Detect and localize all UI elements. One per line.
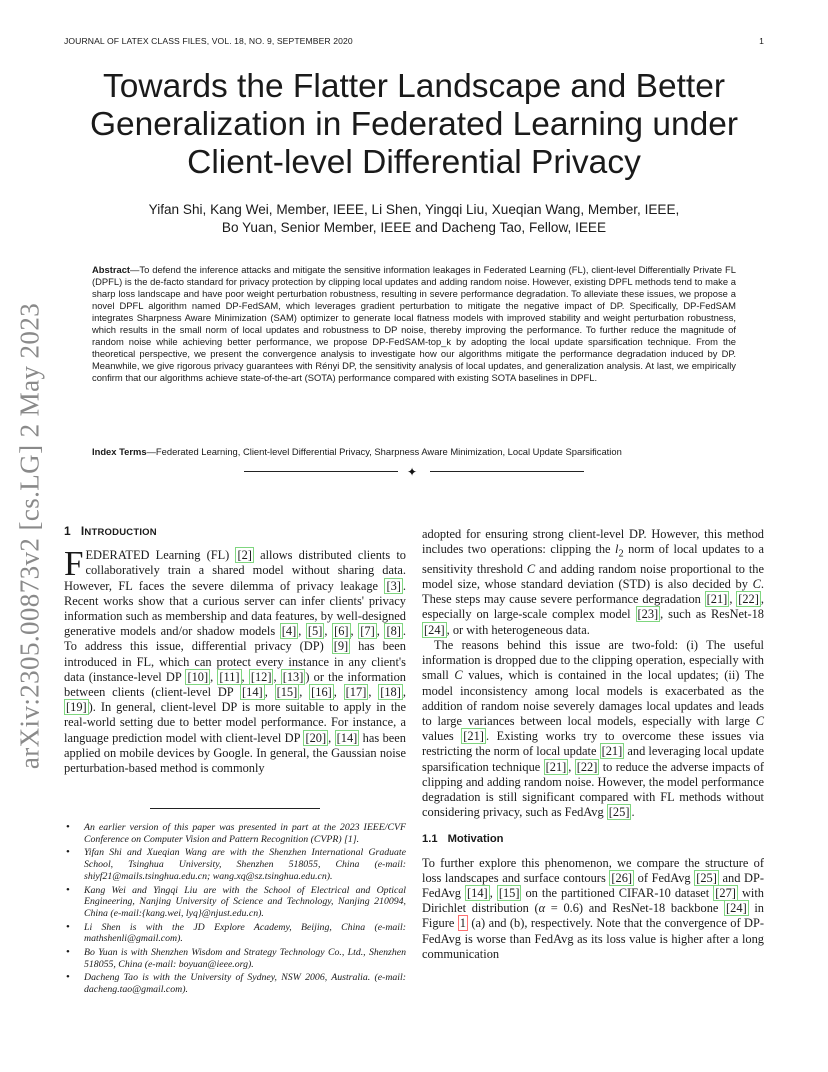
index-terms-label: Index Terms bbox=[92, 446, 147, 457]
intro-paragraph-3: The reasons behind this issue are two-fold: (i) The useful information is dropped due to the clipping operation, especially with small C values, which is contained in the local updates; (ii) The model inconsistency among local models is exacerbated as the addition of random noise severely damages local updates and leads to large variances between local models, especially with large C values [21] . Existing works try to overcome these issues via restricting the norm of local update [21] and leveraging local update sparsification technique [21] , [22] to reduce the adverse impacts of clipping and adding random noise. However, the model performance degradation is still significant compared with FL methods without considering privacy, such as FedAvg [25] . bbox=[422, 637, 764, 820]
citation-link[interactable]: [7] bbox=[360, 624, 375, 639]
citation-link[interactable]: [20] bbox=[305, 730, 327, 745]
citation-link[interactable]: [23] bbox=[637, 607, 659, 622]
author-line-1: Yifan Shi, Kang Wei, Member, IEEE, Li Shen, Yingqi Liu, Xueqian Wang, Member, IEEE, bbox=[148, 202, 680, 217]
section-title-initial: I bbox=[80, 524, 85, 538]
citation-link[interactable]: [11] bbox=[219, 669, 240, 684]
page-header bbox=[64, 36, 764, 46]
intro-paragraph-1-text: EDERATED Learning (FL) [2] allows distributed clients to collaboratively train a shared model without sharing data. However, FL faces the severe dilemma of privacy leakage [3] . Recent works show that a curious server can infer clients' privacy information such as membership and data features, by well-designed generative models and/or shadow models [4] , [5] , [6] , [7] , [8] . To address this issue, differential privacy (DP) [9] has been introduced in FL, which can protect every instance in any client's data (instance-level DP [10] , [11] , [12] , [13] ) or the information between clients (client-level DP [14] , [15] , [16] , [17] , [18] , [19] ). In general, client-level DP is more suitable to apply in the real-world setting due to better model performance. For instance, a language prediction model with client-level DP [20] , [14] has been applied on mobile devices by Google. In general, the Gaussian noise perturbation-based method is commonly bbox=[64, 548, 406, 776]
section-heading-introduction bbox=[64, 524, 406, 540]
citation-link[interactable]: [24] bbox=[424, 622, 445, 637]
citation-link[interactable]: [2] bbox=[237, 548, 252, 563]
citation-link[interactable]: [15] bbox=[276, 685, 298, 700]
citation-link[interactable]: [4] bbox=[281, 624, 297, 639]
citation-link[interactable]: [8] bbox=[386, 624, 401, 639]
drop-cap: F bbox=[64, 544, 84, 584]
citation-link[interactable]: [26] bbox=[611, 870, 633, 885]
citation-link[interactable]: [13] bbox=[282, 669, 304, 684]
citation-link[interactable]: [22] bbox=[576, 759, 598, 774]
citation-link[interactable]: [19] bbox=[66, 700, 87, 715]
citation-link[interactable]: [15] bbox=[498, 885, 520, 900]
footnote-item: • An earlier version of this paper was presented in part at the 2023 IEEE/CVF Conference on Computer Vision and Pattern Recognition (CVPR) [1]. bbox=[64, 822, 406, 845]
section-title-rest: NTRODUCTION bbox=[84, 527, 157, 538]
left-column bbox=[64, 520, 406, 776]
section-separator bbox=[244, 465, 584, 479]
citation-link[interactable]: [3] bbox=[386, 578, 401, 593]
separator-line-left bbox=[244, 471, 398, 472]
citation-link[interactable]: [9] bbox=[333, 639, 349, 654]
separator-line-right bbox=[430, 471, 584, 472]
page-number: 1 bbox=[759, 36, 764, 46]
author-list bbox=[80, 201, 748, 237]
footnote-rule bbox=[150, 808, 320, 809]
footnote-item: • Kang Wei and Yingqi Liu are with the School of Electrical and Optical Engineering, Nanjing University of Science and Technology, Nanjing 210094, China (e-mail:{kang.wei, lyq}@njust.edu.cn). bbox=[64, 885, 406, 920]
citation-link[interactable]: [27] bbox=[715, 885, 736, 900]
index-terms bbox=[92, 446, 736, 458]
footnote-item: • Yifan Shi and Xueqian Wang are with the Shenzhen International Graduate School, Tsinghua University, Shenzhen 518055, China (e-mail: shiyf21@mails.tsinghua.edu.cn; wang.xq@sz.tsinghua.edu.cn). bbox=[64, 847, 406, 882]
citation-link[interactable]: [14] bbox=[467, 885, 488, 900]
subsection-title: Motivation bbox=[447, 833, 504, 846]
footnote-list bbox=[64, 822, 406, 998]
abstract bbox=[92, 264, 736, 384]
citation-link[interactable]: 1 bbox=[459, 916, 466, 931]
citation-link[interactable]: [17] bbox=[345, 685, 367, 700]
citation-link[interactable]: [16] bbox=[311, 685, 332, 700]
citation-link[interactable]: [25] bbox=[696, 870, 717, 885]
citation-link[interactable]: [5] bbox=[307, 624, 323, 639]
citation-link[interactable]: [14] bbox=[242, 685, 263, 700]
separator-diamond-icon: ✦ bbox=[407, 465, 418, 479]
citation-link[interactable]: [21] bbox=[601, 744, 623, 759]
citation-link[interactable]: [25] bbox=[608, 805, 630, 820]
citation-link[interactable]: [21] bbox=[706, 592, 728, 607]
arxiv-stamp[interactable] bbox=[4, 0, 56, 1072]
paper-title: Towards the Flatter Landscape and Better Generalization in Federated Learning under Client-level Differential Privacy bbox=[89, 68, 739, 181]
citation-link[interactable]: [14] bbox=[336, 730, 358, 745]
citation-link[interactable]: [21] bbox=[545, 759, 567, 774]
citation-link[interactable]: [21] bbox=[463, 729, 484, 744]
abstract-text: —To defend the inference attacks and mitigate the sensitive information leakages in Federated Learning (FL), client-level Differentially Private FL (DPFL) is the de-facto standard for privacy protection by clipping local updates and adding random noise. However, existing DPFL methods tend to make a sharp loss landscape and have poor weight perturbation robustness, resulting in severe performance degradation. To alleviate these issues, we propose a novel DPFL algorithm named DP-FedSAM, which leverages gradient perturbation to mitigate the negative impact of DP. Specifically, DP-FedSAM integrates Sharpness Aware Minimization (SAM) optimizer to generate local flatness models with improved stability and weight perturbation robustness, which results in the small norm of local updates and robustness to DP noise, thereby improving the performance. To further reduce the magnitude of random noise while achieving better performance, we propose DP-FedSAM-top_k by adopting the local update sparsification technique. From the theoretical perspective, we present the convergence analysis to investigate how our algorithms mitigate the performance degradation induced by DP. Meanwhile, we give rigorous privacy guarantees with Rényi DP, the sensitivity analysis of local updates, and generalization analysis. At last, we empirically confirm that our algorithms achieve state-of-the-art (SOTA) performance compared with existing SOTA baselines in DPFL. bbox=[92, 264, 736, 384]
section-number: 1 bbox=[64, 524, 71, 538]
right-column bbox=[422, 527, 764, 962]
journal-name: JOURNAL OF LATEX CLASS FILES, VOL. 18, NO. 9, SEPTEMBER 2020 bbox=[64, 36, 353, 46]
footnote-item: • Dacheng Tao is with the University of Sydney, NSW 2006, Australia. (e-mail: dacheng.tao@gmail.com). bbox=[64, 972, 406, 995]
motivation-paragraph-1: To further explore this phenomenon, we compare the structure of loss landscapes and surface contours [26] of FedAvg [25] and DP-FedAvg [14] , [15] on the partitioned CIFAR-10 dataset [27] with Dirichlet distribution (α = 0.6) and ResNet-18 backbone [24] in Figure 1 (a) and (b), respectively. Note that the convergence of DP-FedAvg is worse than FedAvg as its loss value is higher after a long communication bbox=[422, 855, 764, 961]
intro-paragraph-2: adopted for ensuring strong client-level DP. However, this method includes two operations: clipping the $l_2$ norm of local updates to a sensitivity threshold C and adding random noise proportional to the model size, whose standard deviation (STD) is also decided by C. These steps may cause severe performance degradation [21] , [22] , especially on large-scale complex model [23] , such as ResNet-18 [24] , or with heterogeneous data. bbox=[422, 527, 765, 637]
footnote-item: • Li Shen is with the JD Explore Academy, Beijing, China (e-mail: mathshenli@gmail.com). bbox=[64, 922, 406, 945]
citation-link[interactable]: [22] bbox=[738, 592, 759, 607]
citation-link[interactable]: [18] bbox=[380, 685, 401, 700]
author-line-2: Bo Yuan, Senior Member, IEEE and Dacheng Tao, Fellow, IEEE bbox=[221, 220, 607, 235]
citation-link[interactable]: [24] bbox=[726, 901, 747, 916]
arxiv-identifier[interactable]: arXiv:2305.00873v2 [cs.LG] 2 May 2023 bbox=[14, 302, 45, 770]
citation-link[interactable]: [10] bbox=[187, 669, 209, 684]
index-terms-text: —Federated Learning, Client-level Differential Privacy, Sharpness Aware Minimization, Local Update Sparsification bbox=[146, 446, 622, 457]
subsection-number: 1.1 bbox=[422, 833, 438, 846]
intro-paragraph-1 bbox=[64, 544, 406, 776]
footnote-item: • Bo Yuan is with Shenzhen Wisdom and Strategy Technology Co., Ltd., Shenzhen 518055, China (e-mail: boyuan@ieee.org). bbox=[64, 947, 406, 970]
abstract-label: Abstract bbox=[92, 264, 131, 275]
citation-link[interactable]: [6] bbox=[334, 624, 349, 639]
subsection-heading-motivation bbox=[422, 832, 764, 847]
citation-link[interactable]: [12] bbox=[250, 669, 272, 684]
